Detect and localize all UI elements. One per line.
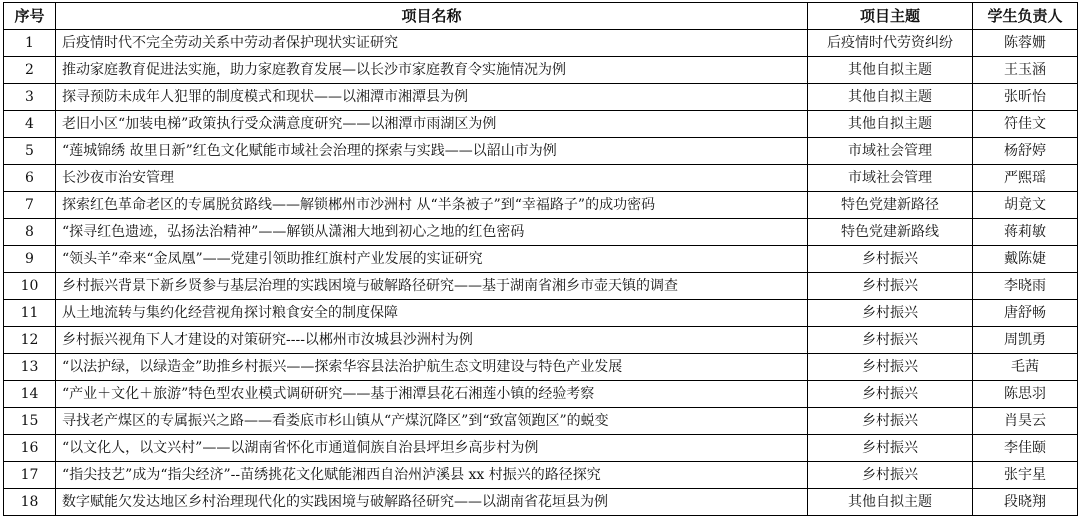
- cell-theme: 乡村振兴: [808, 327, 973, 354]
- header-theme: 项目主题: [808, 3, 973, 30]
- table-row: [4, 354, 1078, 381]
- cell-owner: 张昕怡: [973, 84, 1078, 111]
- table-row: [4, 327, 1078, 354]
- cell-theme: 其他自拟主题: [808, 57, 973, 84]
- cell-no: 9: [4, 246, 56, 273]
- cell-theme: 乡村振兴: [808, 246, 973, 273]
- cell-name: 探索红色革命老区的专属脱贫路线——解锁郴州市沙洲村 从“半条被子”到“幸福路子”的成功密码: [56, 192, 808, 219]
- cell-theme: 特色党建新路径: [808, 192, 973, 219]
- table-row: [4, 84, 1078, 111]
- cell-no: 14: [4, 381, 56, 408]
- cell-no: 13: [4, 354, 56, 381]
- table-row: [4, 246, 1078, 273]
- cell-no: 16: [4, 435, 56, 462]
- cell-name: 乡村振兴视角下人才建设的对策研究----以郴州市汝城县沙洲村为例: [56, 327, 808, 354]
- cell-no: 15: [4, 408, 56, 435]
- cell-no: 5: [4, 138, 56, 165]
- cell-name: 寻找老产煤区的专属振兴之路——看娄底市杉山镇从“产煤沉降区”到“致富领跑区”的蜕变: [56, 408, 808, 435]
- cell-owner: 胡竟文: [973, 192, 1078, 219]
- cell-no: 2: [4, 57, 56, 84]
- cell-name: “探寻红色遗迹，弘扬法治精神”——解锁从潇湘大地到初心之地的红色密码: [56, 219, 808, 246]
- cell-owner: 周凯勇: [973, 327, 1078, 354]
- table-body: [4, 30, 1078, 516]
- cell-owner: 王玉涵: [973, 57, 1078, 84]
- cell-theme: 乡村振兴: [808, 381, 973, 408]
- cell-name: 探寻预防未成年人犯罪的制度模式和现状——以湘潭市湘潭县为例: [56, 84, 808, 111]
- cell-name: “以法护绿，以绿造金”助推乡村振兴——探索华容县法治护航生态文明建设与特色产业发展: [56, 354, 808, 381]
- cell-theme: 其他自拟主题: [808, 111, 973, 138]
- cell-name: 老旧小区“加装电梯”政策执行受众满意度研究——以湘潭市雨湖区为例: [56, 111, 808, 138]
- table-row: [4, 57, 1078, 84]
- cell-owner: 陈蓉姗: [973, 30, 1078, 57]
- table-row: [4, 30, 1078, 57]
- cell-owner: 陈思羽: [973, 381, 1078, 408]
- table-row: [4, 273, 1078, 300]
- cell-theme: 市域社会管理: [808, 165, 973, 192]
- cell-theme: 特色党建新路线: [808, 219, 973, 246]
- project-table: [3, 2, 1078, 516]
- table-row: [4, 111, 1078, 138]
- table-row: [4, 138, 1078, 165]
- cell-owner: 李佳颐: [973, 435, 1078, 462]
- cell-owner: 毛茜: [973, 354, 1078, 381]
- cell-name: 乡村振兴背景下新乡贤参与基层治理的实践困境与破解路径研究——基于湖南省湘乡市壶天镇的调查: [56, 273, 808, 300]
- cell-no: 3: [4, 84, 56, 111]
- cell-theme: 乡村振兴: [808, 273, 973, 300]
- header-owner: 学生负责人: [973, 3, 1078, 30]
- header-no: 序号: [4, 3, 56, 30]
- cell-name: “指尖技艺”成为“指尖经济”--苗绣挑花文化赋能湘西自治州泸溪县 xx 村振兴的路径探究: [56, 462, 808, 489]
- cell-theme: 市域社会管理: [808, 138, 973, 165]
- cell-no: 18: [4, 489, 56, 516]
- table-row: [4, 489, 1078, 516]
- cell-theme: 其他自拟主题: [808, 84, 973, 111]
- cell-no: 8: [4, 219, 56, 246]
- cell-no: 6: [4, 165, 56, 192]
- cell-no: 17: [4, 462, 56, 489]
- cell-name: “领头羊”牵来“金凤凰”——党建引领助推红旗村产业发展的实证研究: [56, 246, 808, 273]
- cell-name: “产业＋文化＋旅游”特色型农业模式调研研究——基于湘潭县花石湘莲小镇的经验考察: [56, 381, 808, 408]
- cell-owner: 符佳文: [973, 111, 1078, 138]
- table-header-row: [4, 3, 1078, 30]
- cell-owner: 张宇星: [973, 462, 1078, 489]
- cell-owner: 唐舒畅: [973, 300, 1078, 327]
- cell-name: 长沙夜市治安管理: [56, 165, 808, 192]
- cell-name: “以文化人，以文兴村”——以湖南省怀化市通道侗族自治县坪坦乡高步村为例: [56, 435, 808, 462]
- table-row: [4, 462, 1078, 489]
- table-row: [4, 408, 1078, 435]
- cell-owner: 蒋莉敏: [973, 219, 1078, 246]
- table-row: [4, 435, 1078, 462]
- cell-theme: 乡村振兴: [808, 408, 973, 435]
- cell-no: 12: [4, 327, 56, 354]
- cell-owner: 戴陈婕: [973, 246, 1078, 273]
- cell-name: 后疫情时代不完全劳动关系中劳动者保护现状实证研究: [56, 30, 808, 57]
- cell-name: 推动家庭教育促进法实施，助力家庭教育发展—以长沙市家庭教育令实施情况为例: [56, 57, 808, 84]
- cell-no: 10: [4, 273, 56, 300]
- cell-owner: 肖昊云: [973, 408, 1078, 435]
- header-name: 项目名称: [56, 3, 808, 30]
- cell-theme: 乡村振兴: [808, 435, 973, 462]
- cell-owner: 严熙瑶: [973, 165, 1078, 192]
- cell-theme: 其他自拟主题: [808, 489, 973, 516]
- cell-no: 11: [4, 300, 56, 327]
- cell-name: 从土地流转与集约化经营视角探讨粮食安全的制度保障: [56, 300, 808, 327]
- table-row: [4, 219, 1078, 246]
- cell-name: “莲城锦绣 故里日新”红色文化赋能市域社会治理的探索与实践——以韶山市为例: [56, 138, 808, 165]
- table-row: [4, 192, 1078, 219]
- cell-owner: 段晓翔: [973, 489, 1078, 516]
- cell-name: 数字赋能欠发达地区乡村治理现代化的实践困境与破解路径研究——以湖南省花垣县为例: [56, 489, 808, 516]
- table-row: [4, 300, 1078, 327]
- table-row: [4, 381, 1078, 408]
- cell-theme: 乡村振兴: [808, 354, 973, 381]
- project-table-container: [3, 2, 1078, 516]
- cell-owner: 杨舒婷: [973, 138, 1078, 165]
- cell-theme: 乡村振兴: [808, 300, 973, 327]
- cell-theme: 乡村振兴: [808, 462, 973, 489]
- cell-theme: 后疫情时代劳资纠纷: [808, 30, 973, 57]
- cell-no: 7: [4, 192, 56, 219]
- cell-no: 1: [4, 30, 56, 57]
- cell-no: 4: [4, 111, 56, 138]
- cell-owner: 李晓雨: [973, 273, 1078, 300]
- table-row: [4, 165, 1078, 192]
